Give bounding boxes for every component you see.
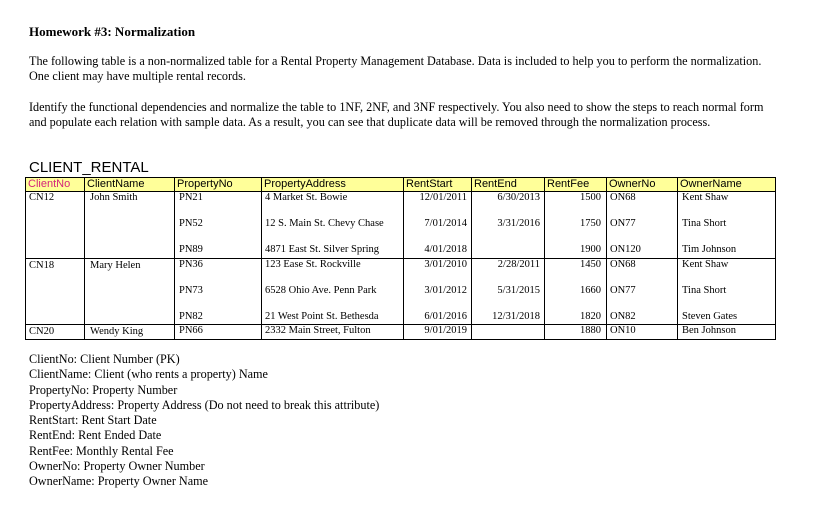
owner-name-cell: Kent Shaw: [682, 259, 729, 270]
owner-no-cell: ON82: [610, 311, 636, 322]
owner-name-cell: Tina Short: [682, 218, 727, 229]
property-no-cell: PN52: [179, 218, 203, 229]
owner-no-cell: ON77: [610, 285, 636, 296]
rent-end-cell: 12/31/2018: [492, 311, 540, 322]
rent-start-cell: 9/01/2019: [424, 325, 467, 336]
address-cell: 123 Ease St. Rockville: [265, 259, 361, 270]
header-rentstart: RentStart: [406, 178, 453, 190]
definition-item: OwnerName: Property Owner Name: [29, 474, 209, 489]
client-rental-table: [25, 177, 776, 340]
rent-fee-cell: 1750: [580, 218, 601, 229]
address-cell: 6528 Ohio Ave. Penn Park: [265, 285, 377, 296]
rent-start-cell: 6/01/2016: [424, 311, 467, 322]
definition-item: PropertyAddress: Property Address (Do not need to break this attribute): [29, 397, 380, 412]
client-name-cell: Wendy King: [90, 326, 144, 337]
client-no-cell: CN12: [29, 192, 55, 203]
attribute-definitions: [29, 352, 379, 490]
owner-name-cell: Kent Shaw: [682, 192, 729, 203]
header-clientname: ClientName: [87, 178, 145, 190]
header-rentend: RentEnd: [474, 178, 517, 190]
rent-start-cell: 7/01/2014: [424, 218, 467, 229]
row-border: [25, 258, 776, 259]
property-no-cell: PN21: [179, 192, 203, 203]
instructions-paragraph: Identify the functional dependencies and normalize the table to 1NF, 2NF, and 3NF respectively. You also need to show the steps to reach normal form and populate each relation with sample data. As a result, you can see that duplicate data will be removed through the normalization process.: [29, 100, 764, 129]
intro-paragraph: The following table is a non-normalized table for a Rental Property Management Database. Data is included to help you to perform the normalization. One client may have multiple rental records.: [29, 54, 762, 83]
address-cell: 2332 Main Street, Fulton: [265, 325, 371, 336]
client-name-cell: John Smith: [90, 192, 138, 203]
owner-no-cell: ON77: [610, 218, 636, 229]
rent-fee-cell: 1500: [580, 192, 601, 203]
owner-no-cell: ON68: [610, 192, 636, 203]
rent-end-cell: 2/28/2011: [497, 259, 540, 270]
address-cell: 12 S. Main St. Chevy Chase: [265, 218, 384, 229]
rent-fee-cell: 1880: [580, 325, 601, 336]
header-clientno: ClientNo: [28, 178, 71, 190]
property-no-cell: PN36: [179, 259, 203, 270]
owner-no-cell: ON10: [610, 325, 636, 336]
row-border: [25, 339, 776, 340]
property-no-cell: PN73: [179, 285, 203, 296]
document-title: Homework #3: Normalization: [29, 24, 196, 39]
property-no-cell: PN66: [179, 325, 203, 336]
rent-start-cell: 12/01/2011: [419, 192, 467, 203]
property-no-cell: PN82: [179, 311, 203, 322]
address-cell: 4871 East St. Silver Spring: [265, 244, 380, 255]
definition-item: RentStart: Rent Start Date: [29, 413, 157, 428]
definition-item: RentFee: Monthly Rental Fee: [29, 443, 174, 458]
owner-no-cell: ON120: [610, 244, 641, 255]
definition-item: ClientName: Client (who rents a property) Name: [29, 367, 268, 382]
address-cell: 21 West Point St. Bethesda: [265, 311, 379, 322]
row-border: [25, 324, 776, 325]
header-propertyno: PropertyNo: [177, 178, 233, 190]
client-no-cell: CN20: [29, 326, 55, 337]
rent-fee-cell: 1900: [580, 244, 601, 255]
rent-fee-cell: 1450: [580, 259, 601, 270]
rent-start-cell: 3/01/2010: [424, 259, 467, 270]
rent-fee-cell: 1820: [580, 311, 601, 322]
client-name-cell: Mary Helen: [90, 260, 141, 271]
rent-start-cell: 4/01/2018: [424, 244, 467, 255]
owner-name-cell: Tina Short: [682, 285, 727, 296]
rent-end-cell: 6/30/2013: [497, 192, 540, 203]
address-cell: 4 Market St. Bowie: [265, 192, 348, 203]
definition-item: RentEnd: Rent Ended Date: [29, 428, 162, 443]
header-ownername: OwnerName: [680, 178, 742, 190]
definition-item: ClientNo: Client Number (PK): [29, 352, 180, 366]
owner-name-cell: Tim Johnson: [682, 244, 737, 255]
header-propertyaddress: PropertyAddress: [264, 178, 346, 190]
owner-no-cell: ON68: [610, 259, 636, 270]
rent-start-cell: 3/01/2012: [424, 285, 467, 296]
definition-item: OwnerNo: Property Owner Number: [29, 459, 205, 474]
owner-name-cell: Ben Johnson: [682, 325, 736, 336]
owner-name-cell: Steven Gates: [682, 311, 738, 322]
rent-fee-cell: 1660: [580, 285, 601, 296]
row-border: [25, 177, 776, 178]
rent-end-cell: 3/31/2016: [497, 218, 540, 229]
client-no-cell: CN18: [29, 260, 55, 271]
rent-end-cell: 5/31/2015: [497, 285, 540, 296]
header-ownerno: OwnerNo: [609, 178, 656, 190]
header-rentfee: RentFee: [547, 178, 590, 190]
table-title: CLIENT_RENTAL: [29, 159, 149, 176]
property-no-cell: PN89: [179, 244, 203, 255]
definition-item: PropertyNo: Property Number: [29, 382, 178, 397]
